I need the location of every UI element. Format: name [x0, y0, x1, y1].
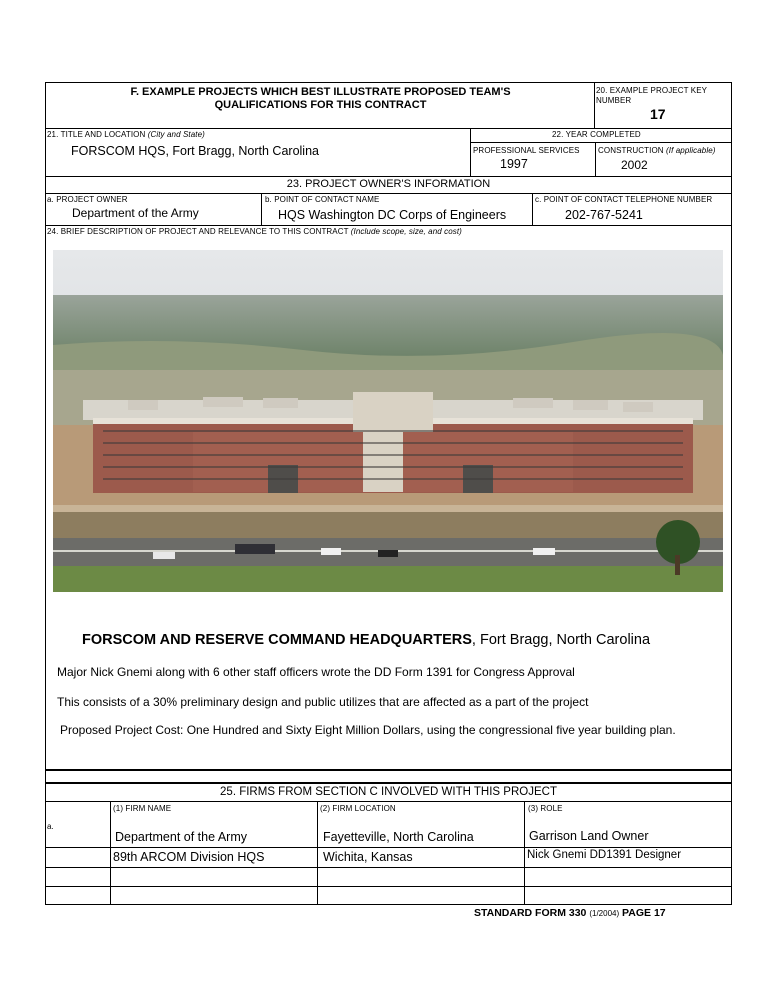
divider [532, 193, 533, 225]
form-date: (1/2004) [589, 909, 620, 918]
divider [45, 847, 732, 848]
firm-name-column-label: (1) FIRM NAME [113, 804, 172, 813]
firm-1-name: Department of the Army [115, 830, 248, 844]
construction-value: 2002 [621, 158, 648, 172]
project-title [82, 632, 650, 648]
divider [317, 801, 318, 905]
divider [470, 142, 732, 143]
title-location-label-text: 21. TITLE AND LOCATION [47, 130, 146, 139]
divider [45, 886, 732, 887]
divider [45, 867, 732, 868]
dirt-strip [53, 505, 723, 513]
description-line-2: This consists of a 30% preliminary design and public utilizes that are affected as a part of the project [57, 695, 589, 709]
project-title-location: , Fort Bragg, North Carolina [471, 632, 651, 648]
owner-info-header: 23. PROJECT OWNER'S INFORMATION [286, 178, 491, 190]
description-line-3: Proposed Project Cost: One Hundred and Sixty Eight Million Dollars, using the congressional five year building plan. [60, 723, 676, 737]
contact-name-label: b. POINT OF CONTACT NAME [265, 195, 380, 204]
divider [45, 801, 732, 802]
project-key-label [596, 86, 707, 106]
role-column-label: (3) ROLE [528, 804, 563, 813]
page-number: PAGE 17 [622, 907, 666, 919]
grass [53, 566, 723, 592]
building [83, 392, 703, 493]
row-a-label: a. [47, 822, 54, 831]
project-title-bold: FORSCOM AND RESERVE COMMAND HEADQUARTERS [82, 632, 472, 648]
embankment [53, 512, 723, 538]
project-owner-label: a. PROJECT OWNER [47, 195, 128, 204]
firms-header: 25. FIRMS FROM SECTION C INVOLVED WITH THIS PROJECT [220, 786, 557, 798]
divider [470, 128, 471, 176]
project-owner-value: Department of the Army [72, 206, 199, 220]
firm-location-column-label: (2) FIRM LOCATION [320, 804, 396, 813]
professional-services-label: PROFESSIONAL SERVICES [473, 146, 580, 155]
section-f-title-line2: QUALIFICATIONS FOR THIS CONTRACT [214, 99, 427, 111]
year-completed-label: 22. YEAR COMPLETED [552, 130, 641, 139]
project-key-label-line1: 20. EXAMPLE PROJECT KEY [596, 86, 708, 95]
description-line-1: Major Nick Gnemi along with 6 other staff officers wrote the DD Form 1391 for Congress Approval [57, 665, 575, 679]
divider [594, 82, 595, 128]
firm-2-name: 89th ARCOM Division HQS [113, 850, 265, 864]
divider [110, 801, 111, 905]
divider [595, 142, 596, 176]
firm-1-location: Fayetteville, North Carolina [323, 830, 474, 844]
professional-services-value: 1997 [500, 157, 528, 171]
title-location-value: FORSCOM HQS, Fort Bragg, North Carolina [71, 144, 319, 158]
project-key-number: 17 [650, 106, 666, 122]
description-hint: (Include scope, size, and cost) [350, 227, 462, 236]
construction-hint: (If applicable) [665, 146, 716, 155]
project-key-label-line2: NUMBER [596, 96, 632, 105]
divider [45, 128, 732, 129]
firm-2-location: Wichita, Kansas [323, 850, 413, 864]
contact-phone-value: 202-767-5241 [565, 208, 643, 222]
form-footer [474, 907, 666, 919]
divider [45, 769, 732, 771]
construction-label [598, 146, 716, 155]
title-location-hint: (City and State) [147, 130, 205, 139]
firm-2-role: Nick Gnemi DD1391 Designer [527, 849, 682, 861]
section-f-title-line1: F. EXAMPLE PROJECTS WHICH BEST ILLUSTRATE PROPOSED TEAM'S [130, 86, 511, 98]
contact-name-value: HQS Washington DC Corps of Engineers [278, 208, 507, 222]
description-label-text: 24. BRIEF DESCRIPTION OF PROJECT AND RELEVANCE TO THIS CONTRACT [47, 227, 349, 236]
title-location-label [47, 130, 205, 139]
project-photo [53, 250, 723, 592]
construction-label-text: CONSTRUCTION [598, 146, 664, 155]
firm-1-role: Garrison Land Owner [529, 829, 649, 843]
divider [45, 176, 732, 177]
divider [261, 193, 262, 225]
divider [45, 193, 732, 194]
form-name: STANDARD FORM 330 [474, 907, 587, 919]
divider [524, 801, 525, 905]
divider [45, 782, 732, 784]
description-label [47, 227, 462, 236]
divider [45, 225, 732, 226]
section-f-title [48, 86, 593, 112]
contact-phone-label: c. POINT OF CONTACT TELEPHONE NUMBER [535, 195, 713, 204]
